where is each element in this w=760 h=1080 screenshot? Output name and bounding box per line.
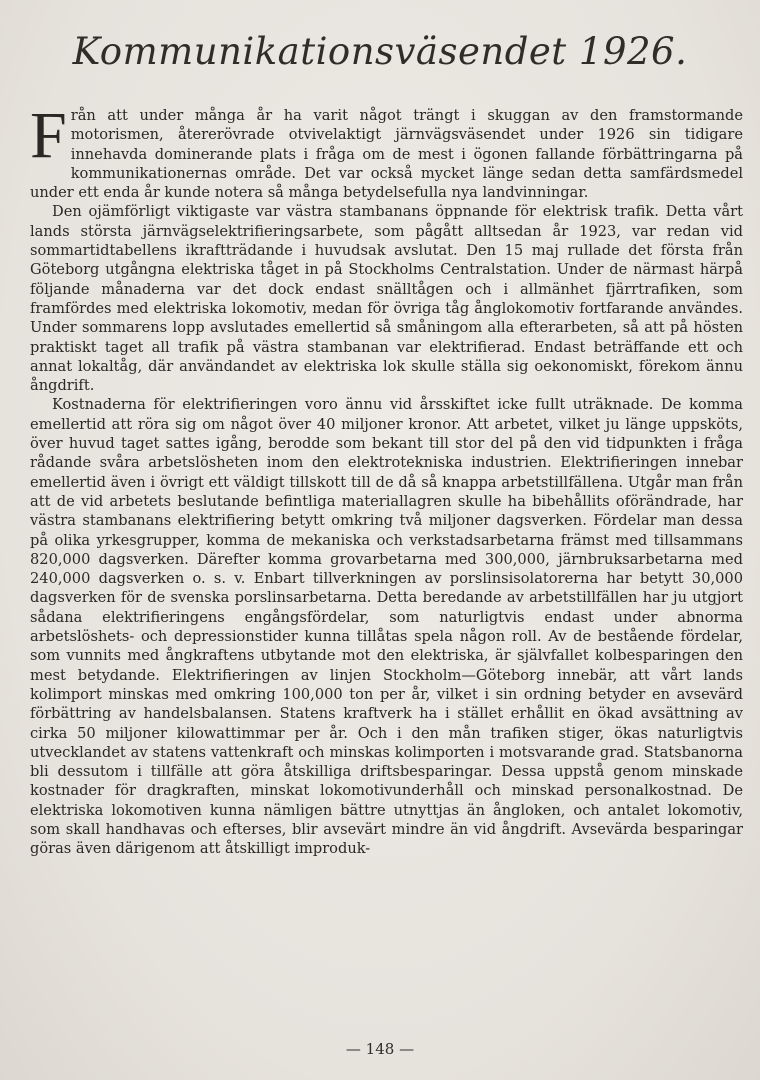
paragraph-3: Kostnaderna för elektrifieringen voro ännu vid årsskiftet icke fullt uträknade. De komma emellertid att röra sig om något över 40 miljoner kronor. Att arbetet, vilket ju länge uppsköts, över huvud taget sattes igång, berodde som bekant till stor del på den vid tidpunkten i fråga rådande svåra arbetslösheten inom den elektrotekniska industrien. Elektrifieringen innebar emellertid även i övrigt ett väldigt tillskott till de då så knappa arbetstillfällena. Utgår man från att de vid arbetets beslutande befintliga materiallagren skulle ha bibehållits oförändrade, har västra stambanans elektrifiering betytt omkring två miljoner dagsverken. Fördelar man dessa på olika yrkesgrupper, komma de mekaniska och verkstadsarbetarna främst med tillsammans 820,000 dagsverken. Därefter komma grovarbetarna med 300,000, järnbruksarbetarna med 240,000 dagsverken o. s. v. Enbart tillverkningen av porslinsisolatorerna har betytt 30,000 dagsverken för de svenska porslinsarbetarna. Detta beredande av arbetstillfällen har ju utgjort sådana elektrifieringens engångsfördelar, som naturligtvis endast under abnorma arbetslöshets- och depressionstider kunna tillåtas spela någon roll. Av de bestående fördelar, som vunnits med ångkraftens utbytande mot den elektriska, är självfallet kolbesparingen den mest betydande. Elektrifieringen av linjen Stockholm—Göteborg innebär, att vårt lands kolimport minskas med omkring 100,000 ton per år, vilket i sin ordning betyder en avsevärd förbättring av handelsbalansen. Statens kraftverk ha i stället erhållit en ökad avsättning av cirka 50 miljoner kilowattimmar per år. Och i den mån trafiken stiger, ökas naturligtvis utvecklandet av statens vattenkraft och minskas kolimporten i motsvarande grad. Statsbanorna bli dessutom i tillfälle att göra åtskilliga driftsbesparingar. Dessa uppstå genom minskade kostnader för dragkraften, minskat lokomotivunderhåll och minskad personalkostnad. De elektriska lokomotiven kunna nämligen bättre utnyttjas än ångloken, och antalet lokomotiv, som skall handhavas och efterses, blir avsevärt mindre än vid ångdrift. Avsevärda besparingar göras även därigenom att åtskilligt improduk- <box>30 396 743 858</box>
paragraph-1-text: rån att under många år ha varit något trängt i skuggan av den framstormande motorismen, återerövrade otvivelaktigt järnvägsväsendet under 1926 sin tidigare innehavda dominerande plats i fråga om de mest i ögonen fallande förbättringarna på kommunikationernas område. Det var också mycket länge sedan detta samfärdsmedel under ett enda år kunde notera så många betydelsefulla nya landvinningar. <box>30 107 743 202</box>
page-number: — 148 — <box>345 1040 415 1058</box>
paragraph-1 <box>30 99 743 202</box>
page-title: Kommunikationsväsendet 1926. <box>72 30 688 73</box>
article-body <box>30 99 743 859</box>
paragraph-2: Den ojämförligt viktigaste var västra stambanans öppnande för elektrisk trafik. Detta vårt lands största järnvägselektrifieringsarbete, som pågått alltsedan år 1923, var redan vid sommartidtabellens ikraftträdande i huvudsak avslutat. Den 15 maj rullade det första från Göteborg utgångna elektriska tåget in på Stockholms Centralstation. Under de närmast härpå följande månaderna var det dock endast snälltågen och i allmänhet fjärrtrafiken, som framfördes med elektriska lokomotiv, medan för övriga tåg ånglokomotiv fortfarande användes. Under sommarens lopp avslutades emellertid så småningom alla efterarbeten, så att på hösten praktiskt taget all trafik på västra stambanan var elektrifierad. Endast beträffande ett och annat lokaltåg, där användandet av elektriska lok skulle ställa sig oekonomiskt, förekom ännu ångdrift. <box>30 203 743 395</box>
drop-cap: F <box>30 99 67 172</box>
